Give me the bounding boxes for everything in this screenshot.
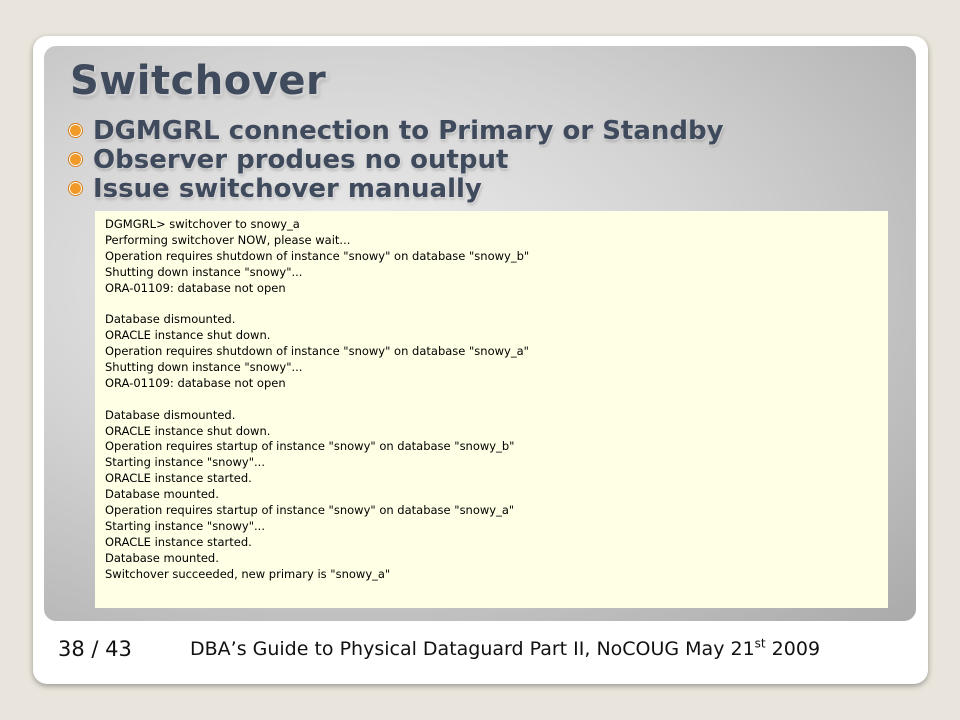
- footer-superscript: st: [754, 636, 766, 651]
- console-line: ORACLE instance shut down.: [105, 328, 271, 343]
- console-output-box: [95, 211, 888, 608]
- bullet-dot-icon: [70, 183, 81, 194]
- console-line: ORACLE instance shut down.: [105, 423, 271, 438]
- console-line: Database mounted.: [105, 550, 219, 565]
- console-lines: [95, 211, 888, 582]
- footer-text: DBA’s Guide to Physical Dataguard Part II, NoCOUG May 21: [190, 638, 755, 660]
- console-line: Operation requires shutdown of instance "snowy" on database "snowy_b": [105, 248, 530, 263]
- console-line: [105, 296, 888, 312]
- console-line: Database dismounted.: [105, 312, 236, 327]
- console-line: Starting instance "snowy"...: [105, 455, 265, 470]
- footer-caption: [190, 638, 820, 660]
- bullet-list: [70, 116, 724, 203]
- bullet-item: [70, 116, 724, 145]
- page-number: 38 / 43: [58, 637, 132, 661]
- console-line: ORA-01109: database not open: [105, 375, 286, 390]
- console-line: ORACLE instance started.: [105, 534, 252, 549]
- console-line: Shutting down instance "snowy"...: [105, 264, 303, 279]
- bullet-item: [70, 174, 724, 203]
- console-line: ORA-01109: database not open: [105, 280, 286, 295]
- console-line: ORACLE instance started.: [105, 471, 252, 486]
- bullet-dot-icon: [70, 154, 81, 165]
- console-line: Operation requires startup of instance "snowy" on database "snowy_b": [105, 439, 515, 454]
- console-line: Starting instance "snowy"...: [105, 518, 265, 533]
- console-line: Switchover succeeded, new primary is "snowy_a": [105, 566, 391, 581]
- console-line: Shutting down instance "snowy"...: [105, 360, 303, 375]
- bullet-text: DGMGRL connection to Primary or Standby: [93, 115, 724, 146]
- slide-title: Switchover: [70, 58, 327, 104]
- console-line: Performing switchover NOW, please wait...: [105, 232, 351, 247]
- console-line: Database mounted.: [105, 487, 219, 502]
- bullet-item: [70, 145, 724, 174]
- bullet-text: Observer produes no output: [93, 144, 509, 175]
- console-line: Database dismounted.: [105, 407, 236, 422]
- console-line: [105, 392, 888, 408]
- console-line: Operation requires shutdown of instance "snowy" on database "snowy_a": [105, 344, 529, 359]
- console-line: Operation requires startup of instance "snowy" on database "snowy_a": [105, 503, 515, 518]
- footer-year: 2009: [765, 638, 821, 660]
- bullet-dot-icon: [70, 125, 81, 136]
- bullet-text: Issue switchover manually: [93, 173, 482, 204]
- console-line: DGMGRL> switchover to snowy_a: [105, 217, 300, 231]
